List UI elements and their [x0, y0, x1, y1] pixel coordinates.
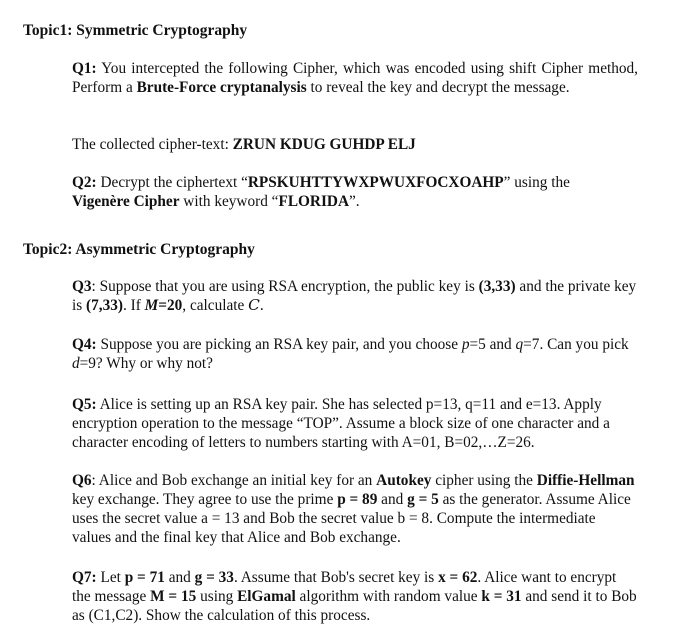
q4-label: Q4:: [72, 336, 97, 353]
question-3: [72, 277, 638, 315]
q2-ciphertext: RPSKUHTTYWXPWUXFOCXOAHP: [247, 174, 504, 191]
q4-t4: =9? Why or why not?: [79, 355, 213, 372]
question-1: [72, 59, 638, 97]
q3-t5: .: [259, 297, 264, 314]
q7-alg: ElGamal: [237, 588, 296, 605]
q3-label: Q3: [72, 278, 92, 295]
q6-t1: : Alice and Bob exchange an initial key for an: [91, 472, 377, 489]
q7-t6: algorithm with random value: [295, 588, 482, 605]
q2-text-b: ” using the: [503, 174, 570, 191]
q5-label: Q5:: [72, 396, 97, 413]
q1-text-b: to reveal the key and decrypt the message.: [306, 79, 570, 96]
q7-k: k = 31: [481, 588, 522, 605]
q6-t4: and: [377, 491, 408, 508]
q7-g: g = 33: [194, 569, 234, 586]
question-5: [72, 395, 638, 452]
q3-m-var: M: [144, 297, 159, 314]
cipher-prefix: The collected cipher-text:: [72, 136, 233, 153]
q1-text-a: You intercepted the following Cipher, which was encoded using shift Cipher method, Perform a: [72, 60, 638, 96]
q2-cipher-name: Vigenère Cipher: [72, 193, 180, 210]
q6-dh: Diffie-Hellman: [536, 472, 635, 489]
q3-t1: : Suppose that you are using RSA encryption, the public key is: [91, 278, 479, 295]
cipher-value: ZRUN KDUG GUHDP ELJ: [232, 136, 416, 153]
q7-x: x = 62: [438, 569, 478, 586]
q3-t2: and the private key is: [72, 278, 637, 314]
q7-t1: Let: [96, 569, 125, 586]
q4-q: q: [515, 336, 524, 353]
question-4: [72, 335, 638, 373]
q2-text-c: with keyword “: [179, 193, 279, 210]
q6-generator: g = 5: [407, 491, 439, 508]
q6-t2: cipher using the: [431, 472, 537, 489]
question-6: [72, 471, 638, 547]
q6-autokey: Autokey: [376, 472, 432, 489]
q7-t2: and: [164, 569, 195, 586]
q4-t2: =5 and: [469, 336, 516, 353]
q2-text-a: Decrypt the ciphertext “: [96, 174, 248, 191]
q7-t5: using: [196, 588, 238, 605]
question-7: [72, 568, 638, 625]
q2-text-d: ”.: [349, 193, 360, 210]
q4-d: d: [72, 355, 80, 372]
cipher-text-line: [72, 135, 638, 154]
q7-label: Q7:: [72, 569, 97, 586]
q3-private-key: (7,33): [86, 297, 123, 314]
q6-t5: as the generator. Assume Alice uses the secret value a = 13 and Bob the secret value b = 8. Compute the intermediate values and the final key that Alice and Bob exchange.: [72, 491, 631, 546]
q1-method: Brute-Force cryptanalysis: [136, 79, 307, 96]
q2-keyword: FLORIDA: [278, 193, 350, 210]
q6-t3: key exchange. They agree to use the prime: [72, 491, 338, 508]
q6-label: Q6: [72, 472, 92, 489]
q3-t3: . If: [123, 297, 145, 314]
topic2-heading: Topic2: Asymmetric Cryptography: [23, 241, 255, 258]
q4-p: p: [461, 336, 470, 353]
q4-t3: =7. Can you pick: [523, 336, 629, 353]
q5-text: Alice is setting up an RSA key pair. She has selected p=13, q=11 and e=13. Apply encryption operation to the message “TOP”. Assume a block size of one character and a character encoding of letters to numbers starting with A=01, B=02,…Z=26.: [72, 396, 610, 451]
q7-t7: and send it to Bob as (C1,C2). Show the calculation of this process.: [72, 588, 637, 624]
q3-t4: , calculate: [182, 297, 249, 314]
question-2: [72, 173, 638, 211]
q3-c-var: C: [248, 296, 260, 314]
q7-t3: . Assume that Bob's secret key is: [233, 569, 439, 586]
q7-t4: . Alice want to encrypt the message: [72, 569, 617, 605]
q2-label: Q2:: [72, 174, 97, 191]
q6-prime: p = 89: [337, 491, 378, 508]
topic1-heading: Topic1: Symmetric Cryptography: [23, 22, 248, 39]
q7-m: M = 15: [150, 588, 197, 605]
q3-public-key: (3,33): [478, 278, 516, 295]
q1-label: Q1:: [72, 60, 97, 77]
q4-t1: Suppose you are picking an RSA key pair, and you choose: [96, 336, 462, 353]
q7-p: p = 71: [124, 569, 165, 586]
q3-m-val: =20: [158, 297, 183, 314]
